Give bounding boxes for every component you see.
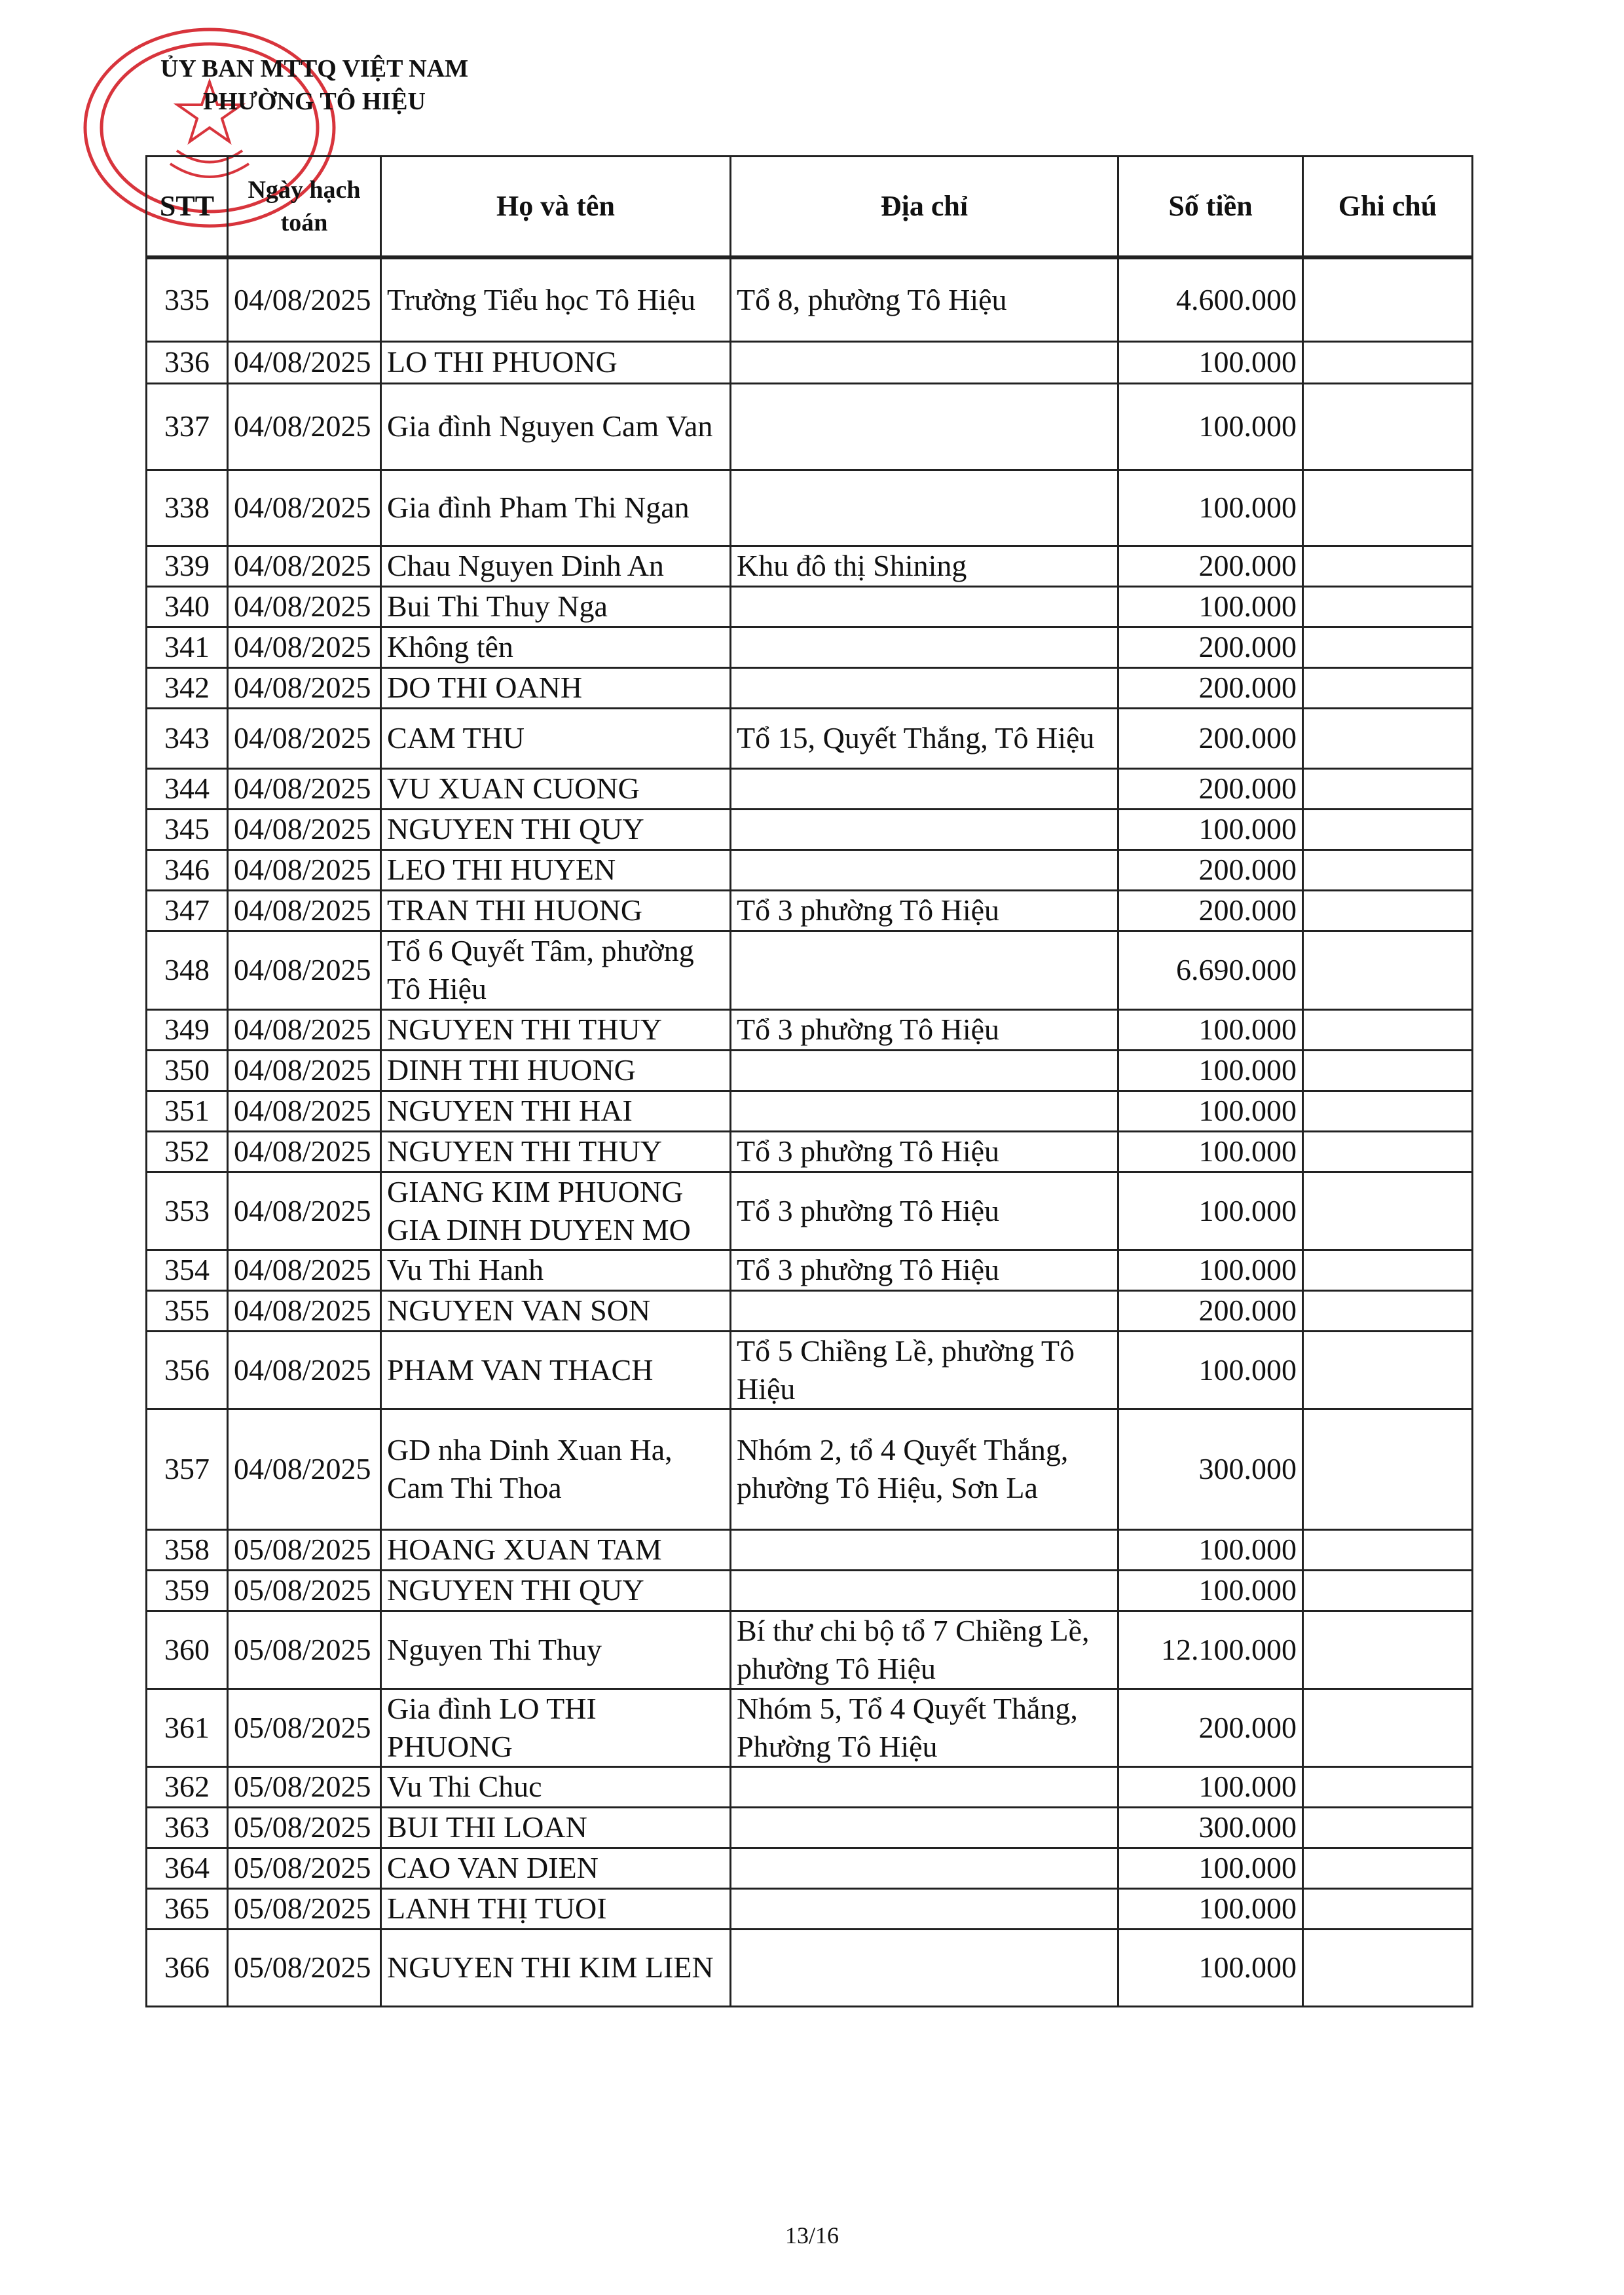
row-date: 05/08/2025 bbox=[228, 1611, 381, 1689]
organization-line-1: ỦY BAN MTTQ VIỆT NAM bbox=[160, 55, 469, 83]
row-stt: 358 bbox=[147, 1529, 228, 1570]
row-name: NGUYEN THI THUY bbox=[381, 1131, 731, 1172]
row-note bbox=[1303, 1611, 1473, 1689]
table-row bbox=[147, 586, 1473, 627]
row-name: DINH THI HUONG bbox=[381, 1050, 731, 1091]
row-amount: 200.000 bbox=[1118, 708, 1303, 768]
row-name: Bui Thi Thuy Nga bbox=[381, 586, 731, 627]
row-address: Tổ 3 phường Tô Hiệu bbox=[731, 1172, 1118, 1250]
row-address bbox=[731, 931, 1118, 1009]
row-stt: 362 bbox=[147, 1766, 228, 1807]
table-row bbox=[147, 809, 1473, 849]
row-amount: 200.000 bbox=[1118, 849, 1303, 890]
row-name: GIANG KIM PHUONG GIA DINH DUYEN MO bbox=[381, 1172, 731, 1250]
table-row bbox=[147, 1611, 1473, 1689]
row-date: 04/08/2025 bbox=[228, 1331, 381, 1409]
row-address: Nhóm 2, tổ 4 Quyết Thắng, phường Tô Hiệu, Sơn La bbox=[731, 1409, 1118, 1529]
row-name: Gia đình LO THI PHUONG bbox=[381, 1689, 731, 1766]
row-date: 05/08/2025 bbox=[228, 1529, 381, 1570]
table-row bbox=[147, 1848, 1473, 1888]
row-date: 05/08/2025 bbox=[228, 1570, 381, 1611]
row-note bbox=[1303, 627, 1473, 667]
row-stt: 346 bbox=[147, 849, 228, 890]
row-stt: 339 bbox=[147, 546, 228, 586]
table-row bbox=[147, 1091, 1473, 1131]
table-row bbox=[147, 1050, 1473, 1091]
row-note bbox=[1303, 1091, 1473, 1131]
row-name: VU XUAN CUONG bbox=[381, 768, 731, 809]
row-name: CAO VAN DIEN bbox=[381, 1848, 731, 1888]
row-stt: 342 bbox=[147, 667, 228, 708]
row-date: 04/08/2025 bbox=[228, 1250, 381, 1290]
row-note bbox=[1303, 341, 1473, 383]
column-header-name: Họ và tên bbox=[381, 157, 731, 258]
table-row bbox=[147, 1807, 1473, 1848]
row-note bbox=[1303, 1050, 1473, 1091]
row-address: Tổ 8, phường Tô Hiệu bbox=[731, 257, 1118, 341]
row-address: Tổ 3 phường Tô Hiệu bbox=[731, 1009, 1118, 1050]
row-date: 04/08/2025 bbox=[228, 257, 381, 341]
row-stt: 341 bbox=[147, 627, 228, 667]
row-note bbox=[1303, 1172, 1473, 1250]
table-row bbox=[147, 257, 1473, 341]
row-note bbox=[1303, 1807, 1473, 1848]
row-address bbox=[731, 383, 1118, 470]
row-note bbox=[1303, 546, 1473, 586]
row-name: Gia đình Nguyen Cam Van bbox=[381, 383, 731, 470]
issuing-organization bbox=[131, 52, 498, 118]
row-address: Tổ 3 phường Tô Hiệu bbox=[731, 890, 1118, 931]
row-name: NGUYEN THI KIM LIEN bbox=[381, 1929, 731, 2006]
row-stt: 348 bbox=[147, 931, 228, 1009]
table-row bbox=[147, 931, 1473, 1009]
row-amount: 100.000 bbox=[1118, 383, 1303, 470]
row-address bbox=[731, 1570, 1118, 1611]
table-row bbox=[147, 1888, 1473, 1929]
row-amount: 200.000 bbox=[1118, 627, 1303, 667]
column-header-amount: Số tiền bbox=[1118, 157, 1303, 258]
row-date: 05/08/2025 bbox=[228, 1807, 381, 1848]
row-stt: 336 bbox=[147, 341, 228, 383]
row-name: CAM THU bbox=[381, 708, 731, 768]
row-amount: 100.000 bbox=[1118, 1848, 1303, 1888]
row-amount: 100.000 bbox=[1118, 341, 1303, 383]
column-header-stt: STT bbox=[147, 157, 228, 258]
row-date: 04/08/2025 bbox=[228, 546, 381, 586]
table-row bbox=[147, 1570, 1473, 1611]
row-address bbox=[731, 849, 1118, 890]
row-address bbox=[731, 768, 1118, 809]
row-note bbox=[1303, 708, 1473, 768]
row-note bbox=[1303, 890, 1473, 931]
row-amount: 100.000 bbox=[1118, 586, 1303, 627]
table-row bbox=[147, 768, 1473, 809]
row-note bbox=[1303, 1250, 1473, 1290]
table-row bbox=[147, 627, 1473, 667]
row-address: Tổ 3 phường Tô Hiệu bbox=[731, 1131, 1118, 1172]
row-note bbox=[1303, 1290, 1473, 1331]
row-amount: 100.000 bbox=[1118, 1888, 1303, 1929]
row-date: 04/08/2025 bbox=[228, 1409, 381, 1529]
row-date: 04/08/2025 bbox=[228, 341, 381, 383]
row-amount: 100.000 bbox=[1118, 1131, 1303, 1172]
row-name: Nguyen Thi Thuy bbox=[381, 1611, 731, 1689]
row-stt: 343 bbox=[147, 708, 228, 768]
table-row bbox=[147, 1689, 1473, 1766]
row-amount: 300.000 bbox=[1118, 1807, 1303, 1848]
row-amount: 200.000 bbox=[1118, 1689, 1303, 1766]
row-date: 04/08/2025 bbox=[228, 1091, 381, 1131]
row-note bbox=[1303, 586, 1473, 627]
row-note bbox=[1303, 383, 1473, 470]
row-amount: 200.000 bbox=[1118, 1290, 1303, 1331]
row-stt: 360 bbox=[147, 1611, 228, 1689]
column-header-date: Ngày hạch toán bbox=[228, 157, 381, 258]
row-name: NGUYEN THI QUY bbox=[381, 1570, 731, 1611]
table-row bbox=[147, 1409, 1473, 1529]
row-stt: 340 bbox=[147, 586, 228, 627]
row-name: HOANG XUAN TAM bbox=[381, 1529, 731, 1570]
row-stt: 338 bbox=[147, 470, 228, 546]
table-row bbox=[147, 708, 1473, 768]
row-stt: 365 bbox=[147, 1888, 228, 1929]
table-row bbox=[147, 1529, 1473, 1570]
row-date: 04/08/2025 bbox=[228, 768, 381, 809]
row-name: Vu Thi Chuc bbox=[381, 1766, 731, 1807]
row-amount: 6.690.000 bbox=[1118, 931, 1303, 1009]
row-stt: 344 bbox=[147, 768, 228, 809]
row-note bbox=[1303, 849, 1473, 890]
row-stt: 353 bbox=[147, 1172, 228, 1250]
row-date: 05/08/2025 bbox=[228, 1689, 381, 1766]
row-amount: 200.000 bbox=[1118, 667, 1303, 708]
row-name: NGUYEN VAN SON bbox=[381, 1290, 731, 1331]
row-note bbox=[1303, 1888, 1473, 1929]
row-amount: 100.000 bbox=[1118, 1009, 1303, 1050]
row-address bbox=[731, 470, 1118, 546]
table-row bbox=[147, 341, 1473, 383]
row-note bbox=[1303, 809, 1473, 849]
row-stt: 361 bbox=[147, 1689, 228, 1766]
row-address bbox=[731, 341, 1118, 383]
row-stt: 335 bbox=[147, 257, 228, 341]
row-address: Nhóm 5, Tổ 4 Quyết Thắng, Phường Tô Hiệu bbox=[731, 1689, 1118, 1766]
table-row bbox=[147, 1331, 1473, 1409]
row-date: 04/08/2025 bbox=[228, 470, 381, 546]
row-address bbox=[731, 1929, 1118, 2006]
row-name: Vu Thi Hanh bbox=[381, 1250, 731, 1290]
row-date: 04/08/2025 bbox=[228, 931, 381, 1009]
row-note bbox=[1303, 667, 1473, 708]
row-note bbox=[1303, 1331, 1473, 1409]
row-stt: 356 bbox=[147, 1331, 228, 1409]
row-amount: 12.100.000 bbox=[1118, 1611, 1303, 1689]
row-address bbox=[731, 809, 1118, 849]
row-address bbox=[731, 1091, 1118, 1131]
row-stt: 347 bbox=[147, 890, 228, 931]
row-amount: 100.000 bbox=[1118, 1331, 1303, 1409]
row-note bbox=[1303, 1570, 1473, 1611]
row-date: 04/08/2025 bbox=[228, 627, 381, 667]
row-date: 05/08/2025 bbox=[228, 1888, 381, 1929]
row-note bbox=[1303, 1848, 1473, 1888]
table-row bbox=[147, 1250, 1473, 1290]
table-row bbox=[147, 1172, 1473, 1250]
row-name: DO THI OANH bbox=[381, 667, 731, 708]
table-row bbox=[147, 546, 1473, 586]
row-stt: 355 bbox=[147, 1290, 228, 1331]
row-date: 04/08/2025 bbox=[228, 890, 381, 931]
row-date: 04/08/2025 bbox=[228, 1131, 381, 1172]
row-stt: 363 bbox=[147, 1807, 228, 1848]
row-name: NGUYEN THI QUY bbox=[381, 809, 731, 849]
row-note bbox=[1303, 1409, 1473, 1529]
row-date: 04/08/2025 bbox=[228, 383, 381, 470]
row-stt: 351 bbox=[147, 1091, 228, 1131]
row-amount: 300.000 bbox=[1118, 1409, 1303, 1529]
row-address bbox=[731, 1290, 1118, 1331]
row-amount: 100.000 bbox=[1118, 809, 1303, 849]
row-stt: 345 bbox=[147, 809, 228, 849]
table-row bbox=[147, 470, 1473, 546]
row-date: 05/08/2025 bbox=[228, 1848, 381, 1888]
row-address bbox=[731, 1807, 1118, 1848]
row-date: 04/08/2025 bbox=[228, 586, 381, 627]
row-amount: 100.000 bbox=[1118, 1091, 1303, 1131]
row-date: 04/08/2025 bbox=[228, 809, 381, 849]
row-stt: 364 bbox=[147, 1848, 228, 1888]
row-note bbox=[1303, 768, 1473, 809]
row-address bbox=[731, 627, 1118, 667]
row-address: Khu đô thị Shining bbox=[731, 546, 1118, 586]
row-name: Chau Nguyen Dinh An bbox=[381, 546, 731, 586]
row-address bbox=[731, 1529, 1118, 1570]
table-header-row bbox=[147, 157, 1473, 258]
row-address bbox=[731, 667, 1118, 708]
row-amount: 4.600.000 bbox=[1118, 257, 1303, 341]
row-amount: 100.000 bbox=[1118, 470, 1303, 546]
row-stt: 354 bbox=[147, 1250, 228, 1290]
row-name: TRAN THI HUONG bbox=[381, 890, 731, 931]
row-amount: 100.000 bbox=[1118, 1570, 1303, 1611]
row-address bbox=[731, 1766, 1118, 1807]
table-row bbox=[147, 1009, 1473, 1050]
row-note bbox=[1303, 257, 1473, 341]
row-address: Tổ 5 Chiềng Lề, phường Tô Hiệu bbox=[731, 1331, 1118, 1409]
row-address: Tổ 3 phường Tô Hiệu bbox=[731, 1250, 1118, 1290]
row-note bbox=[1303, 1929, 1473, 2006]
table-row bbox=[147, 1131, 1473, 1172]
row-amount: 100.000 bbox=[1118, 1172, 1303, 1250]
row-name: Tổ 6 Quyết Tâm, phường Tô Hiệu bbox=[381, 931, 731, 1009]
table-row bbox=[147, 1929, 1473, 2006]
table-row bbox=[147, 667, 1473, 708]
row-date: 04/08/2025 bbox=[228, 708, 381, 768]
row-date: 04/08/2025 bbox=[228, 849, 381, 890]
row-name: Không tên bbox=[381, 627, 731, 667]
table-row bbox=[147, 849, 1473, 890]
row-name: GD nha Dinh Xuan Ha, Cam Thi Thoa bbox=[381, 1409, 731, 1529]
row-name: PHAM VAN THACH bbox=[381, 1331, 731, 1409]
table-row bbox=[147, 890, 1473, 931]
row-date: 05/08/2025 bbox=[228, 1766, 381, 1807]
row-address: Tổ 15, Quyết Thắng, Tô Hiệu bbox=[731, 708, 1118, 768]
row-address: Bí thư chi bộ tổ 7 Chiềng Lề, phường Tô Hiệu bbox=[731, 1611, 1118, 1689]
table-body bbox=[147, 257, 1473, 2006]
table-row bbox=[147, 383, 1473, 470]
table-row bbox=[147, 1290, 1473, 1331]
row-amount: 100.000 bbox=[1118, 1250, 1303, 1290]
row-amount: 100.000 bbox=[1118, 1929, 1303, 2006]
row-date: 04/08/2025 bbox=[228, 1050, 381, 1091]
row-note bbox=[1303, 1766, 1473, 1807]
row-stt: 352 bbox=[147, 1131, 228, 1172]
row-name: BUI THI LOAN bbox=[381, 1807, 731, 1848]
row-stt: 357 bbox=[147, 1409, 228, 1529]
row-name: Trường Tiểu học Tô Hiệu bbox=[381, 257, 731, 341]
row-date: 04/08/2025 bbox=[228, 667, 381, 708]
row-name: LEO THI HUYEN bbox=[381, 849, 731, 890]
row-name: LANH THỊ TUOI bbox=[381, 1888, 731, 1929]
row-note bbox=[1303, 931, 1473, 1009]
row-note bbox=[1303, 1009, 1473, 1050]
row-amount: 100.000 bbox=[1118, 1529, 1303, 1570]
column-header-address: Địa chỉ bbox=[731, 157, 1118, 258]
row-address bbox=[731, 586, 1118, 627]
row-stt: 349 bbox=[147, 1009, 228, 1050]
row-name: NGUYEN THI THUY bbox=[381, 1009, 731, 1050]
row-address bbox=[731, 1848, 1118, 1888]
row-note bbox=[1303, 1529, 1473, 1570]
row-stt: 337 bbox=[147, 383, 228, 470]
row-date: 05/08/2025 bbox=[228, 1929, 381, 2006]
row-date: 04/08/2025 bbox=[228, 1290, 381, 1331]
row-amount: 200.000 bbox=[1118, 768, 1303, 809]
row-amount: 200.000 bbox=[1118, 890, 1303, 931]
row-stt: 350 bbox=[147, 1050, 228, 1091]
row-address bbox=[731, 1050, 1118, 1091]
row-name: NGUYEN THI HAI bbox=[381, 1091, 731, 1131]
table-row bbox=[147, 1766, 1473, 1807]
row-stt: 366 bbox=[147, 1929, 228, 2006]
row-name: LO THI PHUONG bbox=[381, 341, 731, 383]
row-address bbox=[731, 1888, 1118, 1929]
row-amount: 100.000 bbox=[1118, 1766, 1303, 1807]
page-number: 13/16 bbox=[784, 2222, 839, 2248]
row-amount: 200.000 bbox=[1118, 546, 1303, 586]
row-date: 04/08/2025 bbox=[228, 1009, 381, 1050]
row-stt: 359 bbox=[147, 1570, 228, 1611]
column-header-note: Ghi chú bbox=[1303, 157, 1473, 258]
row-amount: 100.000 bbox=[1118, 1050, 1303, 1091]
row-note bbox=[1303, 1131, 1473, 1172]
row-date: 04/08/2025 bbox=[228, 1172, 381, 1250]
row-name: Gia đình Pham Thi Ngan bbox=[381, 470, 731, 546]
organization-line-2: PHƯỜNG TÔ HIỆU bbox=[203, 88, 426, 115]
donation-table bbox=[145, 155, 1473, 2007]
row-note bbox=[1303, 470, 1473, 546]
row-note bbox=[1303, 1689, 1473, 1766]
